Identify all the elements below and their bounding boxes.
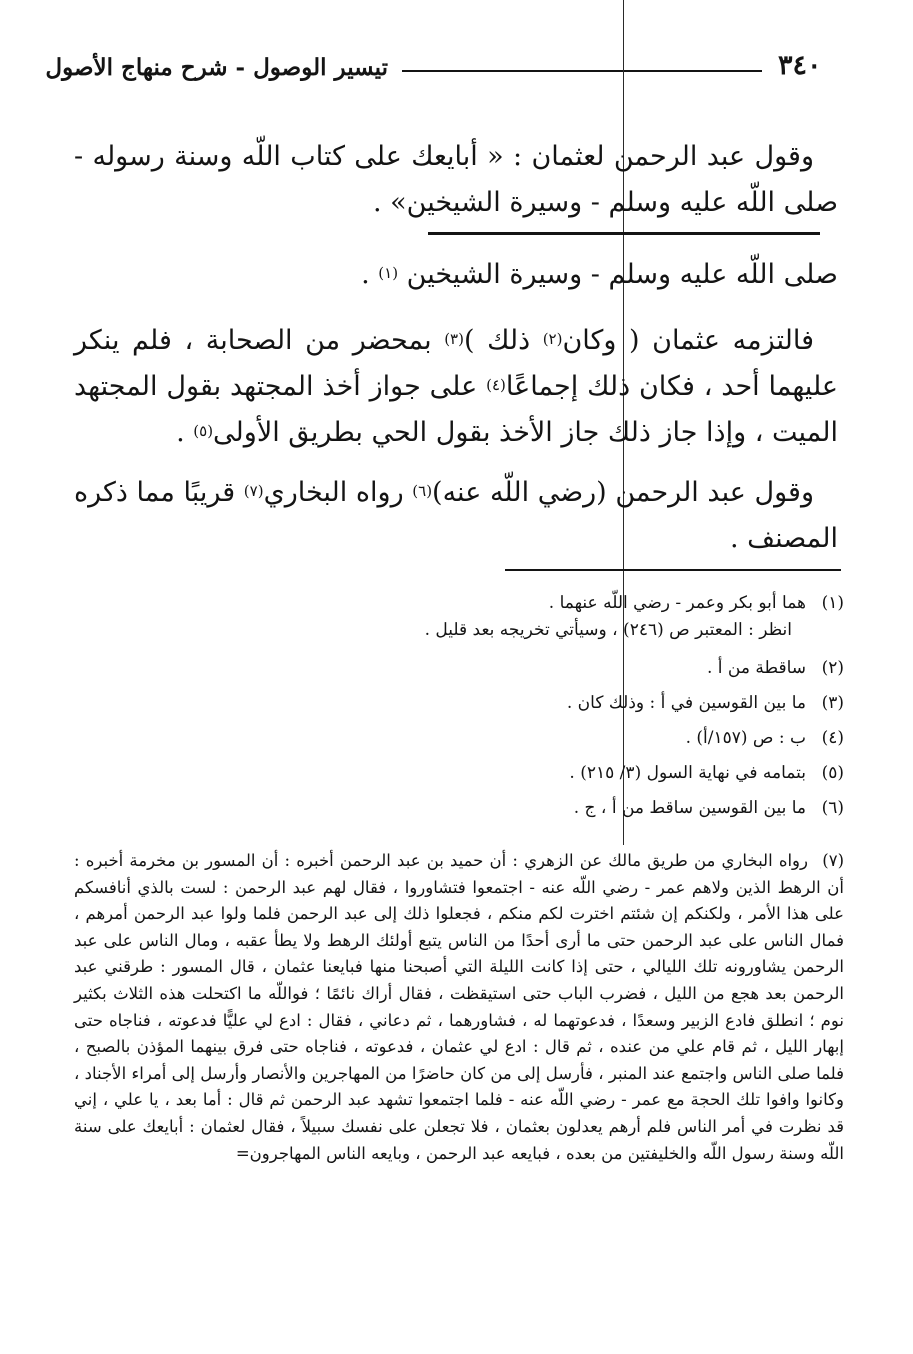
main-text: ذلك ) xyxy=(463,325,543,356)
paragraph-quote xyxy=(74,134,838,226)
footnote-text: ما بين القوسين في أ : وذلك كان . xyxy=(566,693,806,713)
paragraph-repeat xyxy=(74,252,838,298)
footnote-ref: (٧) xyxy=(243,482,264,500)
footnote-text: ساقطة من أ . xyxy=(707,658,806,678)
paragraph-consensus xyxy=(74,318,838,456)
header-rule xyxy=(402,70,762,72)
footnote-number: (٣) xyxy=(821,693,844,713)
main-text: قريبًا مما ذكره المصنف . xyxy=(74,477,838,554)
footnote-separator xyxy=(505,569,841,571)
main-text: بمحضر من الصحابة ، فلم ينكر عليهما أحد ، فكان ذلك إجماعًا xyxy=(74,325,838,402)
running-title: تيسير الوصول - شرح منهاج الأصول xyxy=(45,54,388,81)
main-text: رواه البخاري xyxy=(263,477,413,508)
main-text-block xyxy=(74,470,838,562)
page-number: ٣٤٠ xyxy=(778,50,822,81)
footnote-1 xyxy=(74,590,844,617)
main-text-line xyxy=(74,252,838,298)
footnote-number: (٥) xyxy=(821,763,844,783)
main-text: صلى اللّه عليه وسلم - وسيرة الشيخين xyxy=(406,259,838,290)
main-text-line: وقول عبد الرحمن لعثمان : « أبايعك على كتاب اللّه وسنة رسوله - صلى اللّه عليه وسلم - وسيرة الشيخين» . xyxy=(74,141,838,218)
footnote-3 xyxy=(74,690,844,717)
footnote-number: (٤) xyxy=(821,728,844,748)
main-text: . xyxy=(176,417,194,448)
footnote-text: هما أبو بكر وعمر - رضي اللّه عنهما . xyxy=(548,593,806,613)
main-text: فالتزمه عثمان ( وكان xyxy=(562,325,814,356)
main-text: على جواز أخذ المجتهد بقول المجتهد الميت ، وإذا جاز ذلك جاز الأخذ بقول الحي بطريق الأولى xyxy=(74,371,838,448)
footnote-text: ب : ص (١٥٧/أ) . xyxy=(685,728,806,748)
footnote-ref: (٦) xyxy=(412,482,433,500)
footnote-ref: (٥) xyxy=(193,422,214,440)
footnote-ref: (١) xyxy=(378,264,399,282)
paragraph-bukhari xyxy=(74,470,838,562)
main-text: . xyxy=(361,259,379,290)
footnotes-list xyxy=(74,590,844,822)
footnote-4 xyxy=(74,725,844,752)
main-text: وقول عبد الرحمن (رضي اللّه عنه) xyxy=(432,477,815,508)
footnote-ref: (٣) xyxy=(444,330,464,348)
footnote-1-reference: انظر : المعتبر ص (٢٤٦) ، وسيأتي تخريجه بعد قليل . xyxy=(424,620,792,640)
footnote-5 xyxy=(74,760,844,787)
footnote-ref: (٢) xyxy=(542,330,563,348)
footnote-ref: (٤) xyxy=(486,376,506,394)
footnote-number: (٢) xyxy=(821,658,844,678)
footnote-number: (٧) xyxy=(822,851,844,870)
footnote-number: (٦) xyxy=(821,798,844,818)
footnote-2 xyxy=(74,655,844,682)
overlay-rule xyxy=(428,232,820,235)
footnote-text: بتمامه في نهاية السول (٣/ ٢١٥) . xyxy=(569,763,806,783)
footnote-7 xyxy=(74,848,844,1167)
footnote-text: رواه البخاري من طريق مالك عن الزهري : أن حميد بن عبد الرحمن أخبره : أن المسور بن مخرمة أخبره : أن الرهط الذين ولاهم عمر - رضي اللّه عنه - اجتمعوا فتشاوروا ، فقال لهم عبد الرحمن : لست بالذي أنافسكم على هذا الأمر ، ولكنكم إن شئتم اخترت لكم منكم ، فجعلوا ذلك إلى عبد الرحمن فلما ولوا عبد الرحمن أمرهم ، فمال الناس على عبد الرحمن حتى ما أرى أحدًا من الناس يتبع أولئك الرهط ولا يطأ عقبه ، ومال الناس على عبد الرحمن يشاورونه تلك الليالي ، حتى إذا كانت الليلة التي أصبحنا منها فبايعنا عثمان ، قال المسور : طرقني عبد الرحمن بعد هجع من الليل ، فضرب الباب حتى استيقظت ، فقال أراك نائمًا ؛ فواللّه ما اكتحلت هذه الثلاث بكثير نوم ؛ انطلق فادع الزبير وسعدًا ، فدعوتهما له ، فشاورهما ، ثم دعاني ، فقال : ادع لي عليًّا فدعوته ، فناجاه حتى إبهار الليل ، ثم قام علي من عنده ، ثم قال : ادع لي عثمان ، فدعوته ، فناجاه حتى فرق بينهما المؤذن بالصبح ، فلما صلى الناس واجتمع عند المنبر ، فأرسل إلى من كان حاضرًا من المهاجرين والأنصار وأرسل إلى أمراء الأجناد ، وكانوا وافوا تلك الحجة مع عمر - رضي اللّه عنه - فلما اجتمعوا تشهد عبد الرحمن ثم قال : أما بعد ، يا علي ، إني قد نظرت في أمر الناس فلم أرهم يعدلون بعثمان ، فلا تجعلن على نفسك سبيلاً ، فقال لعثمان : أبايعك على سنة اللّه وسنة رسول اللّه والخليفتين من بعده ، فبايعه عبد الرحمن ، وبايعه الناس المهاجرون= xyxy=(74,851,844,1163)
main-text-block xyxy=(74,318,838,456)
footnote-text: ما بين القوسين ساقط من أ ، ج . xyxy=(573,798,806,818)
footnote-6 xyxy=(74,795,844,822)
footnote-number: (١) xyxy=(821,593,844,613)
